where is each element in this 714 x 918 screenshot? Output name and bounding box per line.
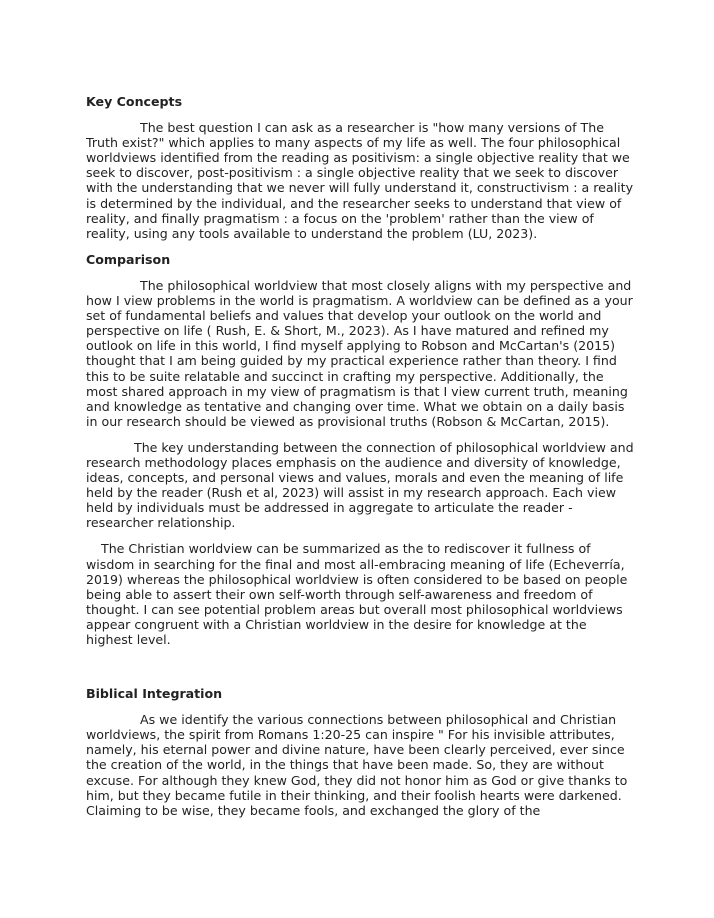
heading-biblical-integration: Biblical Integration xyxy=(86,686,223,702)
paragraph-key-concepts: The best question I can ask as a researcher is "how many versions of The Truth exist?" which applies to many aspects of my life as well. The four philosophical worldviews identified from the reading as positivism: a single objective reality that we seek to discover, post-positivism : a single objective reality that we seek to discover with the understanding that we never will fully understand it, constructivism : a reality is determined by the individual, and the researcher seeks to understand that view of reality, and finally pragmatism : a focus on the 'problem' rather than the view of reality, using any tools available to understand the problem (LU, 2023). xyxy=(86,120,634,241)
paragraph-comparison-2: The key understanding between the connection of philosophical worldview and research methodology places emphasis on the audience and diversity of knowledge, ideas, concepts, and personal views and values, morals and even the meaning of life held by the reader (Rush et al, 2023) will assist in my research approach. Each view held by individuals must be addressed in aggregate to articulate the reader - researcher relationship. xyxy=(86,439,634,531)
section-spacer xyxy=(86,658,636,686)
paragraph-comparison-1: The philosophical worldview that most closely aligns with my perspective and how I view problems in the world is pragmatism. A worldview can be defined as a your set of fundamental beliefs and values that develop your outlook on the world and perspective on life ( Rush, E. & Short, M., 2023). As I have matured and refined my outlook on life in this world, I find myself applying to Robson and McCartan's (2015) thought that I am being guided by my practical experience rather than theory. I find this to be suite relatable and succinct in crafting my perspective. Additionally, the most shared approach in my view of pragmatism is that I view current truth, meaning and knowledge as tentative and changing over time. What we obtain on a daily basis in our research should be viewed as provisional truths (Robson & McCartan, 2015). xyxy=(86,277,633,429)
paragraph-biblical-integration: As we identify the various connections between philosophical and Christian worldviews, the spirit from Romans 1:20-25 can inspire " For his invisible attributes, namely, his eternal power and divine nature, have been clearly perceived, ever since the creation of the world, in the things that have been made. So, they are without excuse. For although they knew God, they did not honor him as God or give thanks to him, but they became futile in their thinking, and their foolish hearts were darkened. Claiming to be wise, they became fools, and exchanged the glory of the xyxy=(86,712,628,818)
heading-comparison: Comparison xyxy=(86,251,171,267)
paragraph-comparison-3: The Christian worldview can be summarized as the to rediscover it fullness of wisdom in searching for the final and most all-embracing meaning of life (Echeverría, 2019) whereas the philosophical worldview is often considered to be based on people being able to assert their own self-worth through self-awareness and freedom of thought. I can see potential problem areas but overall most philosophical worldviews appear congruent with a Christian worldview in the desire for knowledge at the highest level. xyxy=(86,541,628,647)
heading-key-concepts: Key Concepts xyxy=(86,94,183,109)
